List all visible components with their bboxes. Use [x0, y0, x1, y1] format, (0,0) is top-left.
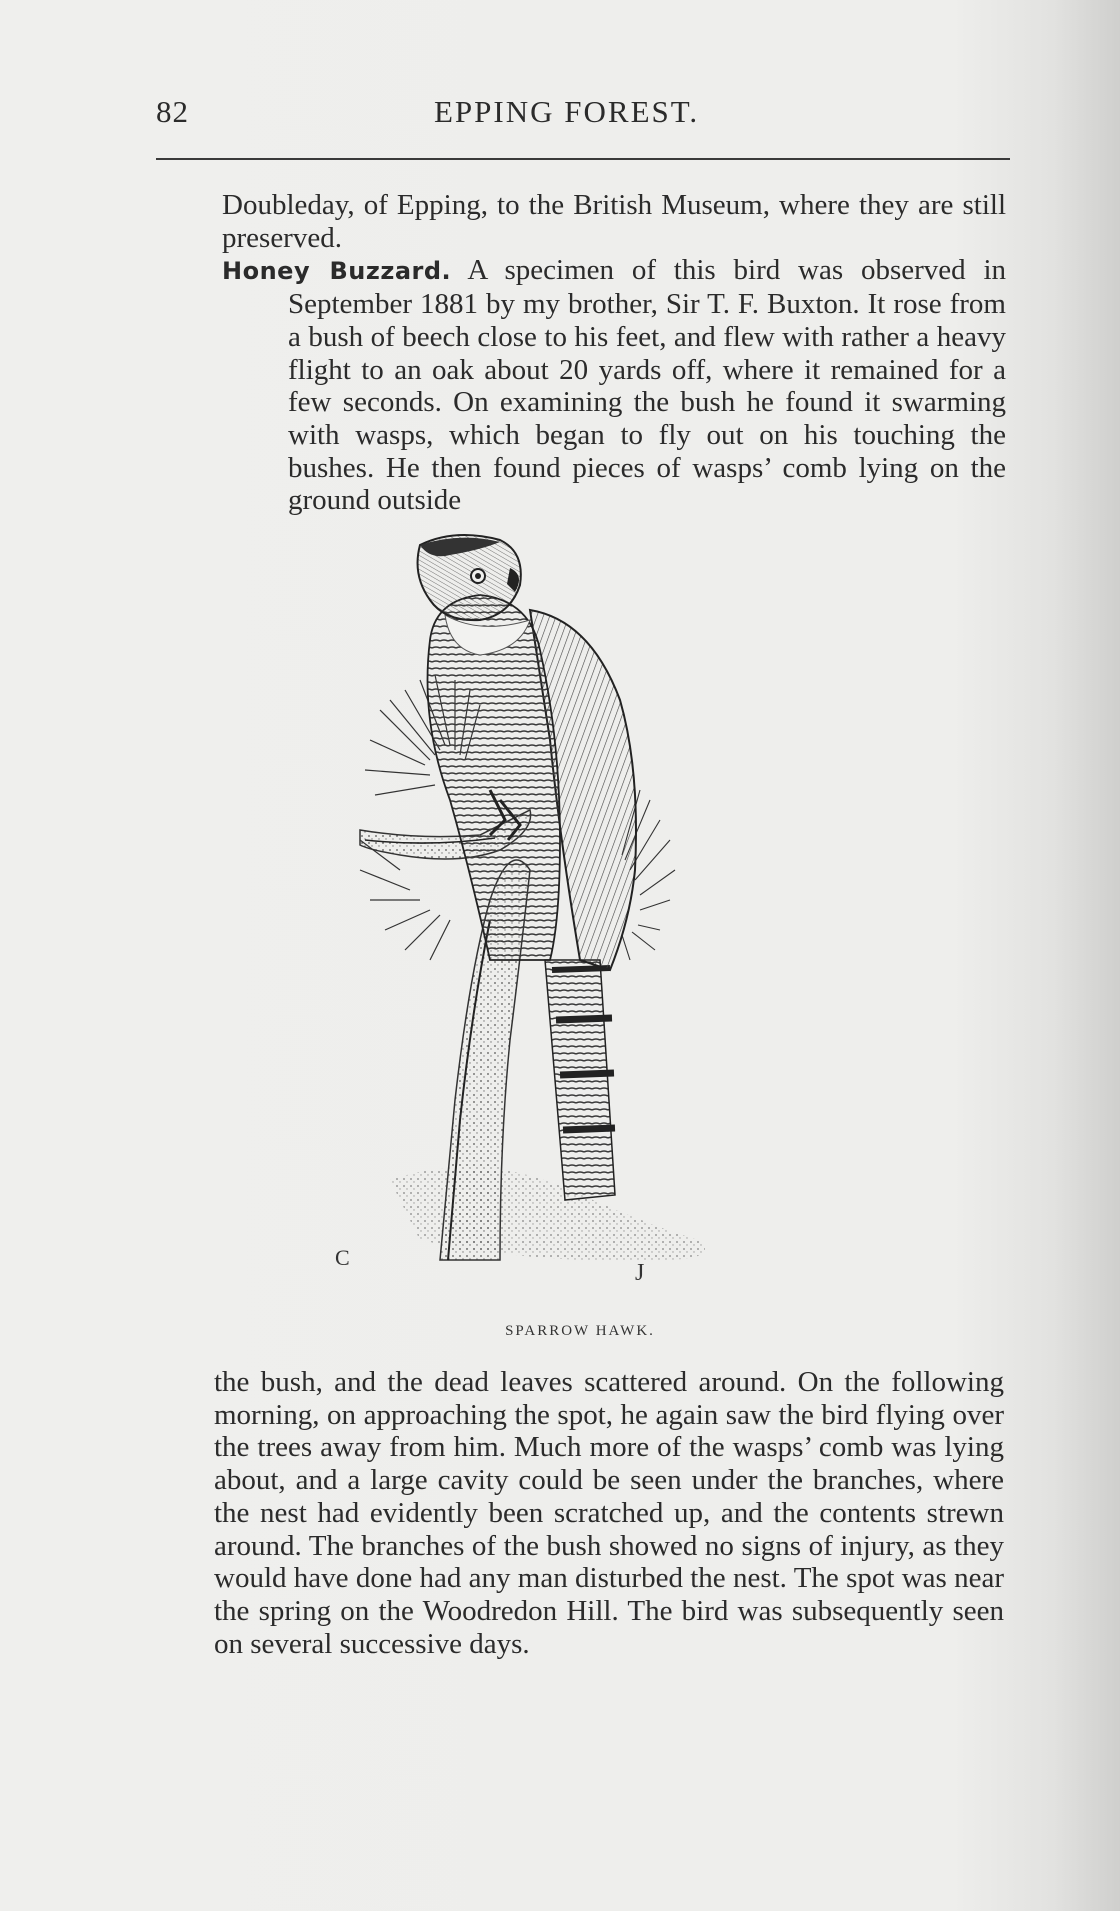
- hawk-tail: [545, 960, 615, 1200]
- figure-caption: SPARROW HAWK.: [505, 1323, 655, 1339]
- running-head: [156, 94, 1010, 134]
- text-block-bottom: [214, 1366, 1004, 1660]
- running-title: EPPING FOREST.: [434, 94, 700, 129]
- engraver-mark-left: C: [335, 1245, 350, 1270]
- entry-honey-buzzard: [222, 254, 1007, 517]
- engraver-mark-right: J: [635, 1260, 645, 1286]
- page-number: 82: [156, 94, 189, 129]
- entry-heading: Honey Buzzard.: [222, 257, 452, 286]
- paragraph-continuation: the bush, and the dead leaves scattered around. On the following morning, on approaching the spot, he again saw the bird flying over the trees away from him. Much more of the wasps’ comb was lying about, and a large cavity could be seen under the branches, where the nest had evidently been scratched up, and the contents strewn around. The branches of the bush showed no signs of injury, as they would have done had any man disturbed the nest. The spot was near the spring on the Woodredon Hill. The bird was subsequently seen on several successive days.: [214, 1366, 1004, 1660]
- header-rule: [156, 158, 1010, 160]
- ground-shading: [390, 1167, 705, 1261]
- text-block-top: [222, 189, 1006, 517]
- sparrow-hawk-engraving: [335, 540, 810, 1300]
- entry-text: A specimen of this bird was observed in September 1881 by my brother, Sir T. F. Buxton. It rose from a bush of beech close to his feet, and flew with rather a heavy flight to an oak about 20 yards off, where it remained for a few seconds. On examining the bush he found it swarming with wasps, which began to fly out on his touching the bushes. He then found pieces of wasps’ comb lying on the ground outside: [288, 254, 1007, 517]
- paragraph-continued: Doubleday, of Epping, to the British Museum, where they are still preserved.: [222, 189, 1006, 254]
- sparrow-hawk-illustration: [335, 540, 810, 1300]
